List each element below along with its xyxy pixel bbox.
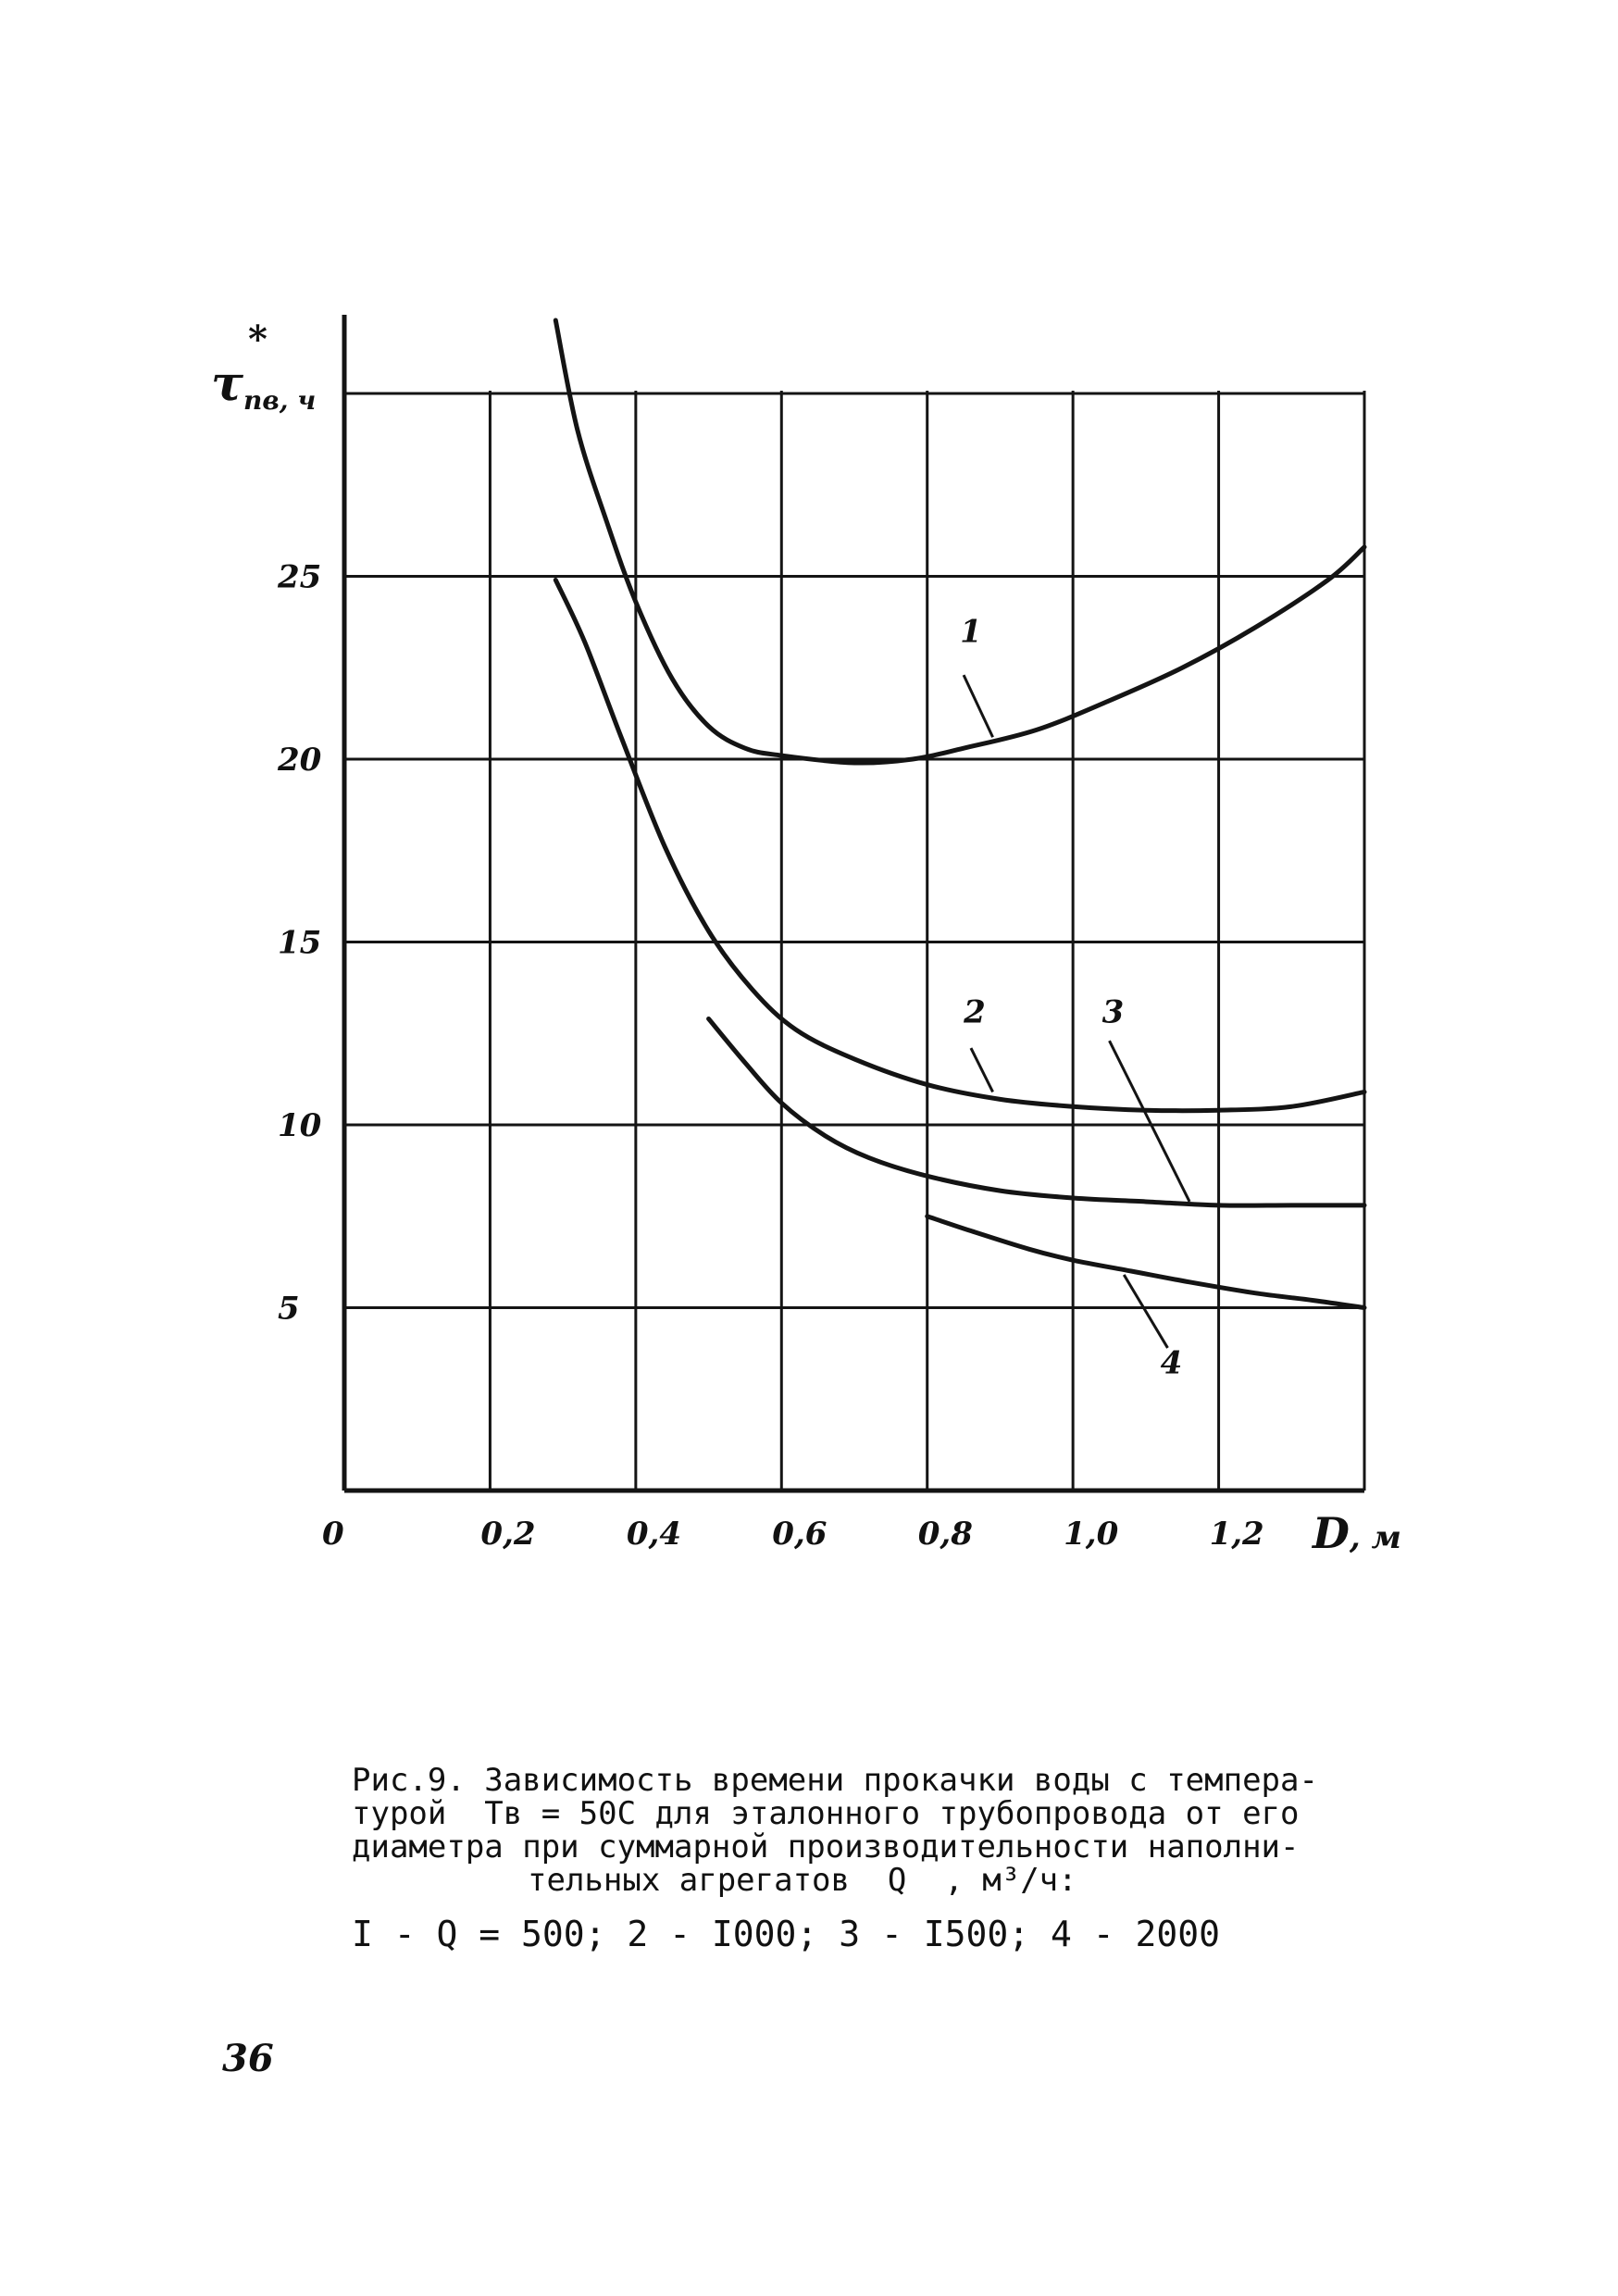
grid — [344, 391, 1364, 1491]
x-tick-label-1: 1,0 — [1064, 1516, 1119, 1553]
y-tick-label-10: 10 — [278, 1107, 322, 1144]
x-tick-label-1_2: 1,2 — [1209, 1516, 1264, 1553]
x-tick-label-0: 0 — [322, 1516, 344, 1553]
y-tick-label-25: 25 — [278, 558, 322, 596]
page-number: 36 — [222, 2037, 274, 2080]
x-tick-label-0_6: 0,6 — [772, 1516, 828, 1553]
y-axis-label-star: * — [248, 318, 268, 361]
figure-caption — [352, 1762, 1351, 1954]
series-2-line — [555, 580, 1364, 1110]
x-axis-label-main: D — [1313, 1508, 1350, 1558]
curve-leaders — [960, 614, 1189, 1382]
y-axis-label — [211, 356, 316, 416]
series-layer — [555, 320, 1364, 1308]
x-axis-label-unit: , м — [1349, 1519, 1401, 1556]
x-tick-label-0_2: 0,2 — [480, 1516, 536, 1553]
y-tick-label-15: 15 — [278, 924, 322, 962]
y-tick-label-20: 20 — [278, 742, 322, 779]
curve-label-4: 4 — [1160, 1344, 1183, 1382]
axes — [344, 315, 1364, 1491]
x-tick-label-0_8: 0,8 — [917, 1516, 973, 1553]
caption-line-4: тельных агрегатов Q , м³/ч: — [528, 1862, 1077, 1899]
y-axis-label-sub: пв, ч — [243, 385, 317, 416]
caption-line-3: диаметра при суммарной производительности наполни- — [352, 1828, 1300, 1866]
leader-line-2 — [971, 1048, 993, 1092]
x-axis-label — [1311, 1508, 1401, 1558]
leader-line-4 — [1124, 1275, 1167, 1348]
y-tick-label-5: 5 — [278, 1290, 300, 1328]
caption-line-1: Рис.9. Зависимость времени прокачки воды с темпера- — [352, 1762, 1318, 1799]
curve-label-3: 3 — [1101, 993, 1125, 1031]
leader-line-1 — [964, 675, 992, 737]
y-axis-label-main: τ — [211, 356, 243, 412]
caption-line-2: турой Тв = 50С для эталонного трубопровода от его — [352, 1795, 1300, 1832]
curve-label-1: 1 — [960, 613, 982, 651]
series-1-line — [555, 320, 1364, 763]
leader-line-3 — [1110, 1041, 1190, 1202]
x-tick-label-0_4: 0,4 — [626, 1516, 682, 1553]
series-4-line — [927, 1217, 1364, 1308]
curve-label-2: 2 — [964, 993, 986, 1031]
caption-legend: I - Q = 500; 2 - I000; 3 - I500; 4 - 2000 — [352, 1914, 1220, 1954]
series-3-line — [709, 1018, 1364, 1205]
